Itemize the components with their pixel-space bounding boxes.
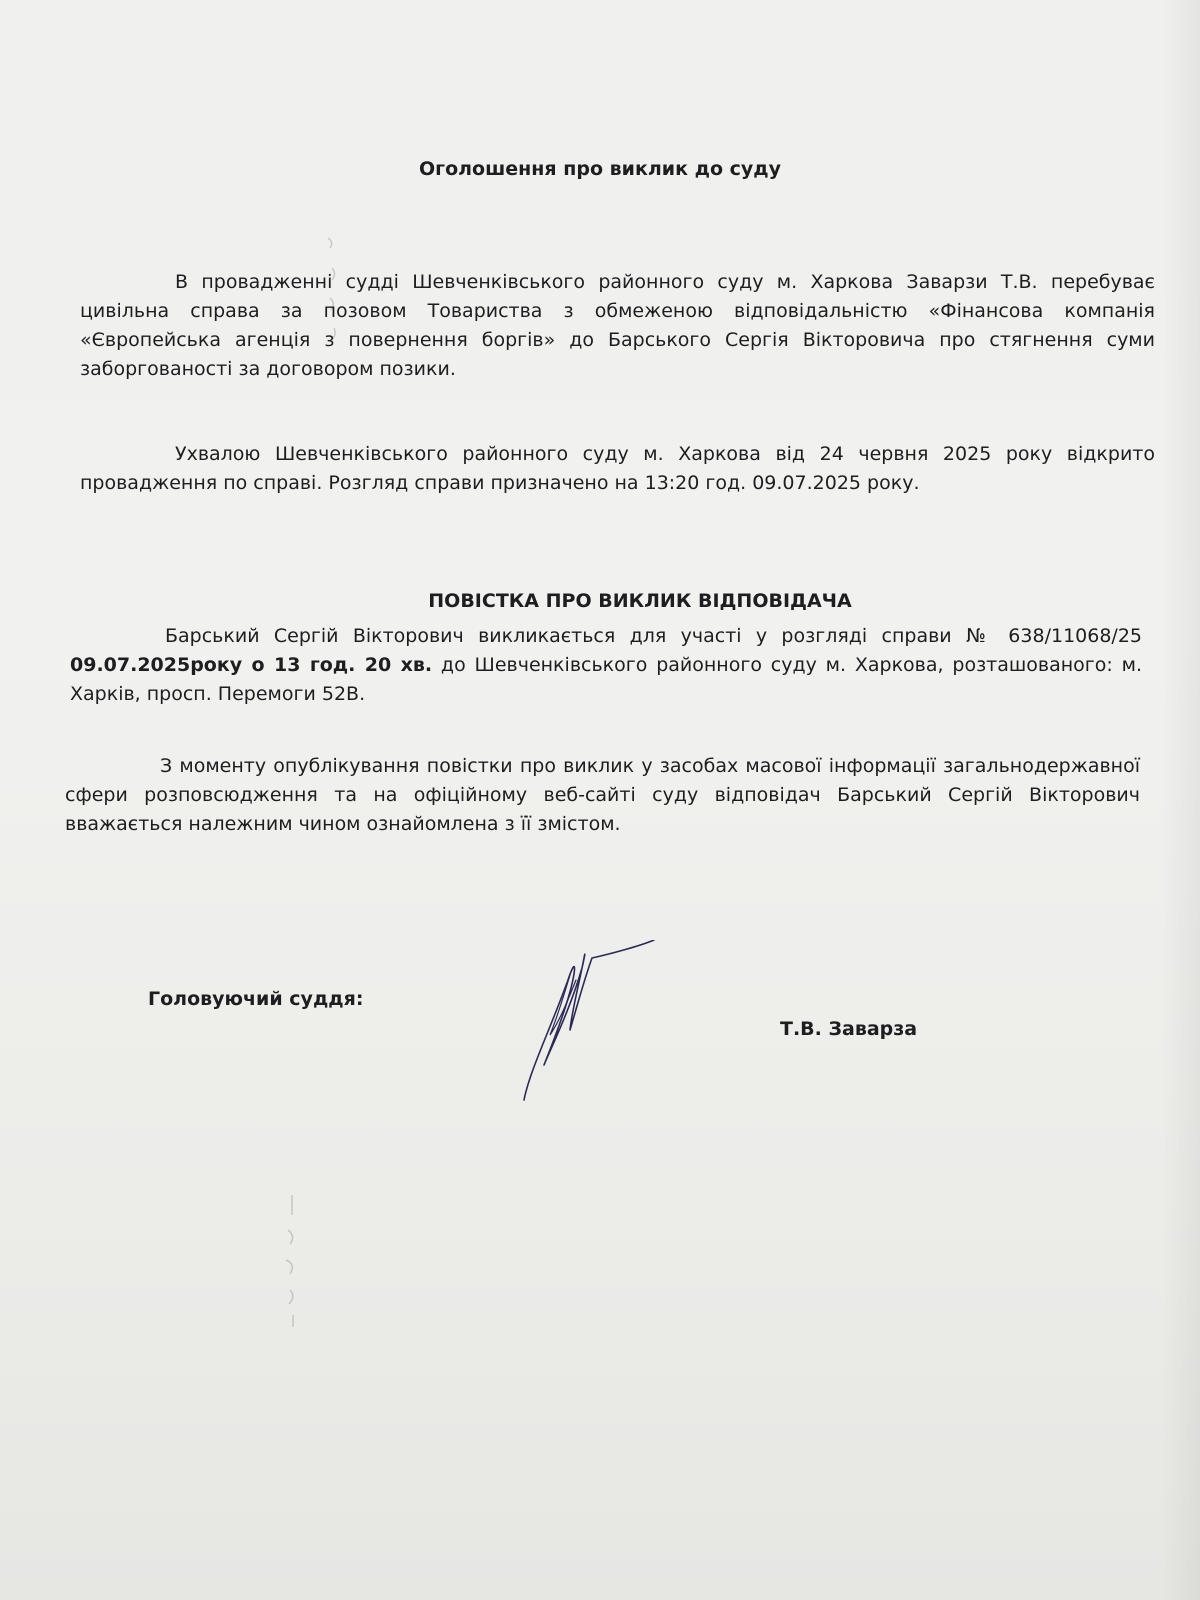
paragraph-summons	[70, 622, 1142, 709]
scan-smudge-bottom	[278, 1190, 308, 1330]
presiding-judge-label: Головуючий суддя:	[148, 988, 364, 1010]
summons-text-start: Барський Сергій Вікторович викликається для участі у розгляді справи № 638/11068/25	[165, 625, 1142, 647]
paragraph-ruling: Ухвалою Шевченківського районного суду м. Харкова від 24 червня 2025 року відкрито провадження по справі. Розгляд справи призначено на 13:20 год. 09.07.2025 року.	[80, 443, 1155, 494]
handwritten-signature-icon	[520, 940, 680, 1110]
summons-text-end: до Шевченківського районного суду м. Харкова, розташованого: м. Харків, просп. Перемоги 52В.	[70, 654, 1142, 705]
summons-datetime: 09.07.2025року о 13 год. 20 хв.	[70, 654, 433, 676]
summons-title: ПОВІСТКА ПРО ВИКЛИК ВІДПОВІДАЧА	[428, 590, 852, 612]
paragraph-publication-notice: З моменту опублікування повістки про виклик у засобах масової інформації загальнодержавної сфери розповсюдження та на офіційному веб-сайті суду відповідач Барський Сергій Вікторович вважається належним чином ознайомлена з її змістом.	[65, 755, 1140, 835]
judge-name: Т.В. Заварза	[780, 1018, 918, 1040]
page-shadow	[1160, 0, 1200, 1600]
paragraph-case-info: В провадженні судді Шевченківського районного суду м. Харкова Заварзи Т.В. перебуває цивільна справа за позовом Товариства з обмеженою відповідальністю «Фінансова компанія «Європейська агенція з повернення боргів» до Барського Сергія Вікторовича про стягнення суми заборгованості за договором позики.	[80, 271, 1155, 380]
document-title: Оголошення про виклик до суду	[419, 158, 781, 180]
